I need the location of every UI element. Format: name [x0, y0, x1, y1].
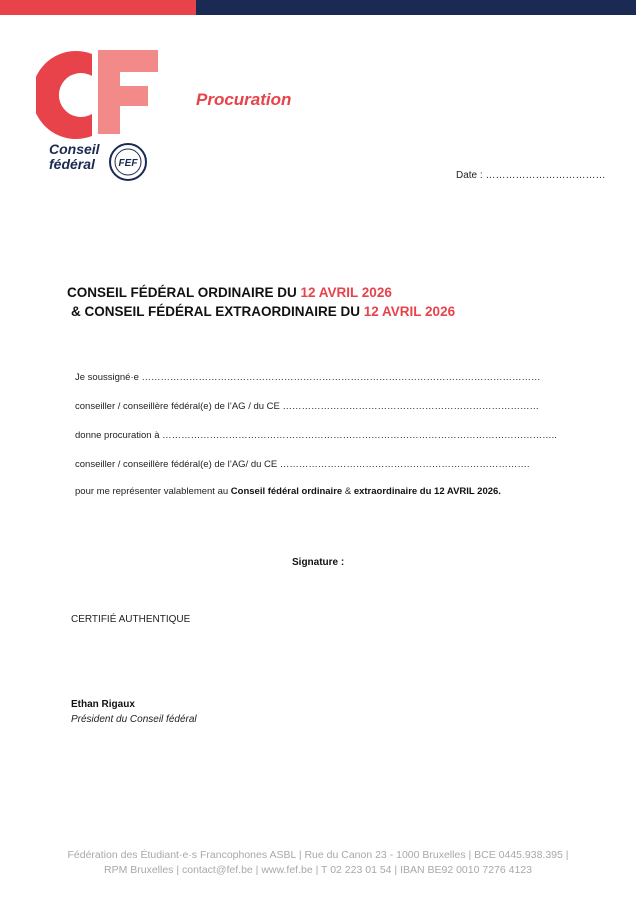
form-line-councillor-2: conseiller / conseillère fédéral(e) de l’AG/ du CE ……………………………………………………………………. — [75, 459, 530, 470]
heading-line1-date: 12 AVRIL 2026 — [300, 285, 392, 300]
signature-label: Signature : — [292, 557, 345, 568]
date-field: Date : ……………………………… — [456, 170, 606, 181]
representation-bold1: Conseil fédéral ordinaire — [230, 486, 343, 497]
form-line-undersigned: Je soussigné·e ……………………………………………………………………………………………………………… — [75, 372, 541, 383]
heading-line2-prefix: & CONSEIL FÉDÉRAL EXTRAORDINAIRE DU — [71, 304, 364, 319]
form-line-representation — [75, 486, 501, 497]
representation-bold2: extraordinaire du 12 AVRIL 2026. — [353, 486, 501, 497]
heading-line2 — [67, 302, 455, 321]
top-bar-navy-segment — [196, 0, 636, 15]
top-color-bar — [0, 0, 636, 15]
representation-prefix: pour me représenter valablement au — [75, 486, 231, 497]
logo-text-line1: Conseil — [49, 141, 100, 157]
top-bar-red-segment — [0, 0, 196, 15]
footer-line2: RPM Bruxelles | contact@fef.be | www.fef.be | T 02 223 01 54 | IBAN BE92 0010 7276 4123 — [103, 864, 533, 876]
president-role: Président du Conseil fédéral — [71, 714, 197, 725]
footer-line1: Fédération des Étudiant·e·s Francophones ASBL | Rue du Canon 23 - 1000 Bruxelles | BCE 0445.938.395 | — [67, 849, 569, 861]
heading-line1 — [67, 285, 392, 300]
logo-letters: CF — [36, 44, 38, 45]
logo-text-line2: fédéral — [49, 156, 95, 172]
representation-mid: & — [342, 486, 354, 497]
form-line-proxy: donne procuration à …………………………………………………………………………………………………………….. — [75, 430, 557, 441]
meeting-heading — [67, 283, 455, 321]
heading-line1-prefix: CONSEIL FÉDÉRAL ORDINAIRE DU — [67, 285, 301, 300]
form-line-councillor-1: conseiller / conseillère fédéral(e) de l’AG / du CE ……………………………………………………………………… — [75, 401, 540, 412]
logo-wordmark — [49, 142, 100, 172]
president-name: Ethan Rigaux — [71, 699, 135, 710]
seal-text: FEF — [118, 158, 138, 169]
heading-line2-date: 12 AVRIL 2026 — [363, 304, 456, 319]
certification-text: CERTIFIÉ AUTHENTIQUE — [71, 614, 191, 625]
document-title: Procuration — [196, 90, 292, 109]
fef-seal-icon — [108, 142, 148, 182]
